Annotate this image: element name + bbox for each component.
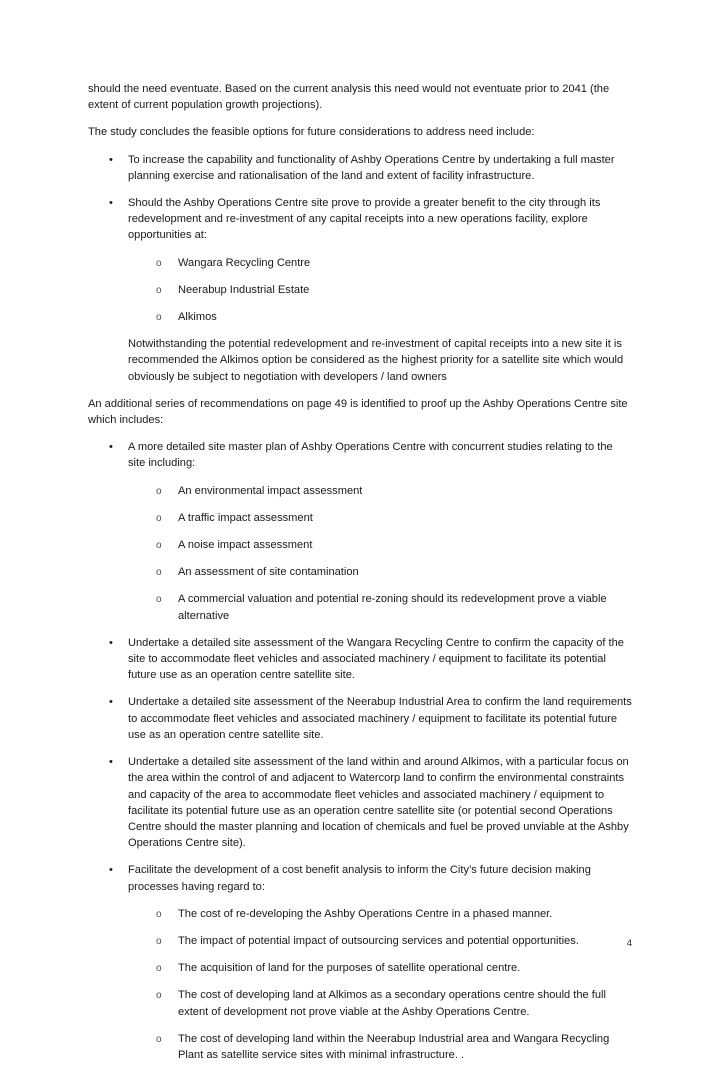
sub-bullet-list	[88, 255, 632, 326]
round-bullet-icon: •	[109, 636, 113, 649]
circle-bullet-icon: o	[156, 485, 162, 497]
round-bullet-icon: •	[109, 864, 113, 877]
sub-bullet-item	[128, 483, 632, 499]
bullet-item	[88, 439, 632, 624]
body-paragraph: The study concludes the feasible options for future considerations to address need include:	[88, 126, 535, 139]
sub-bullet-item	[128, 906, 632, 922]
sub-bullet-item	[128, 591, 632, 623]
circle-bullet-icon: o	[156, 284, 162, 296]
document-body	[88, 81, 632, 1074]
body-paragraph: An additional series of recommendations on page 49 is identified to proof up the Ashby Operations Centre site which includes:	[88, 397, 628, 427]
sub-bullet-text: The cost of developing land within the Neerabup Industrial area and Wangara Recycling Plant as satellite service sites with minimal infrastructure. .	[178, 1032, 610, 1061]
circle-bullet-icon: o	[156, 257, 162, 269]
sub-bullet-text: Neerabup Industrial Estate	[178, 283, 310, 296]
sub-bullet-text: A noise impact assessment	[178, 539, 313, 552]
circle-bullet-icon: o	[156, 963, 162, 975]
bullet-text: Should the Ashby Operations Centre site prove to provide a greater benefit to the city through its redevelopment and re-investment of any capital receipts into a new operations facility, explore opportunities at:	[128, 197, 601, 242]
sub-bullet-text: Alkimos	[178, 311, 217, 324]
bullet-item	[88, 862, 632, 1063]
bullet-text: Facilitate the development of a cost benefit analysis to inform the City’s future decision making processes having regard to:	[128, 864, 591, 893]
sub-bullet-text: A commercial valuation and potential re-zoning should its redevelopment prove a viable alternative	[178, 593, 607, 622]
bullet-item	[88, 694, 632, 743]
round-bullet-icon: •	[109, 696, 113, 709]
sub-bullet-item	[128, 510, 632, 526]
round-bullet-icon: •	[109, 441, 113, 454]
sub-bullet-item	[128, 309, 632, 325]
sub-bullet-item	[128, 933, 632, 949]
sub-bullet-item	[128, 987, 632, 1019]
sub-bullet-text: The cost of developing land at Alkimos as a secondary operations centre should the full extent of development not prove viable at the Ashby Operations Centre.	[178, 989, 606, 1018]
sub-bullet-list	[88, 906, 632, 1063]
sub-bullet-item	[128, 537, 632, 553]
round-bullet-icon: •	[109, 153, 113, 166]
sub-bullet-item	[128, 960, 632, 976]
sub-bullet-text: The impact of potential impact of outsourcing services and potential opportunities.	[178, 934, 579, 947]
circle-bullet-icon: o	[156, 567, 162, 579]
circle-bullet-icon: o	[156, 935, 162, 947]
sub-bullet-text: An environmental impact assessment	[178, 484, 363, 497]
circle-bullet-icon: o	[156, 594, 162, 606]
bullet-text: Undertake a detailed site assessment of the Neerabup Industrial Area to confirm the land requirements to accommodate fleet vehicles and associated machinery / equipment to facilitate its potential future use as an operation centre satellite site.	[128, 696, 632, 741]
sub-bullet-item	[128, 255, 632, 271]
circle-bullet-icon: o	[156, 512, 162, 524]
indented-paragraph: Notwithstanding the potential redevelopment and re-investment of capital receipts into a new site it is recommended the Alkimos option be considered as the highest priority for a satellite site which would obviously be subject to negotiation with developers / land owners	[128, 338, 624, 383]
sub-bullet-item	[128, 564, 632, 580]
bullet-text: Undertake a detailed site assessment of the land within and around Alkimos, with a particular focus on the area within the control of and adjacent to Watercorp land to confirm the environmental constraints and capacity of the area to accommodate fleet vehicles and associated machinery / equipment to facilitate its potential future use as an operation centre satellite site (or potential second Operations Centre should the master planning and location of chemicals and fuel be proved unviable at the Ashby Operations Centre site).	[128, 756, 629, 850]
bullet-text: A more detailed site master plan of Ashby Operations Centre with concurrent studies relating to the site including:	[128, 441, 613, 470]
circle-bullet-icon: o	[156, 908, 162, 920]
bullet-list	[88, 152, 632, 326]
bullet-item	[88, 754, 632, 851]
bullet-item	[88, 152, 632, 184]
sub-bullet-text: A traffic impact assessment	[178, 511, 313, 524]
round-bullet-icon: •	[109, 756, 113, 769]
sub-bullet-list	[88, 483, 632, 624]
circle-bullet-icon: o	[156, 1033, 162, 1045]
bullet-list	[88, 439, 632, 1063]
sub-bullet-text: The cost of re-developing the Ashby Operations Centre in a phased manner.	[178, 907, 553, 920]
bullet-item	[88, 635, 632, 684]
sub-bullet-text: The acquisition of land for the purposes of satellite operational centre.	[178, 962, 521, 975]
bullet-text: Undertake a detailed site assessment of the Wangara Recycling Centre to confirm the capacity of the site to accommodate fleet vehicles and associated machinery / equipment to facilitate its potential future use as an operation centre satellite site.	[128, 636, 624, 682]
bullet-text: To increase the capability and functionality of Ashby Operations Centre by undertaking a full master planning exercise and rationalisation of the land and extent of facility infrastructure.	[128, 153, 615, 182]
body-paragraph: should the need eventuate. Based on the current analysis this need would not eventuate prior to 2041 (the extent of current population growth projections).	[88, 83, 610, 112]
sub-bullet-text: Wangara Recycling Centre	[178, 256, 311, 269]
circle-bullet-icon: o	[156, 540, 162, 552]
page-number: 4	[626, 938, 632, 949]
round-bullet-icon: •	[109, 197, 113, 210]
sub-bullet-item	[128, 1031, 632, 1063]
circle-bullet-icon: o	[156, 312, 162, 324]
sub-bullet-text: An assessment of site contamination	[178, 566, 359, 579]
sub-bullet-item	[128, 282, 632, 298]
bullet-item	[88, 195, 632, 325]
circle-bullet-icon: o	[156, 990, 162, 1002]
